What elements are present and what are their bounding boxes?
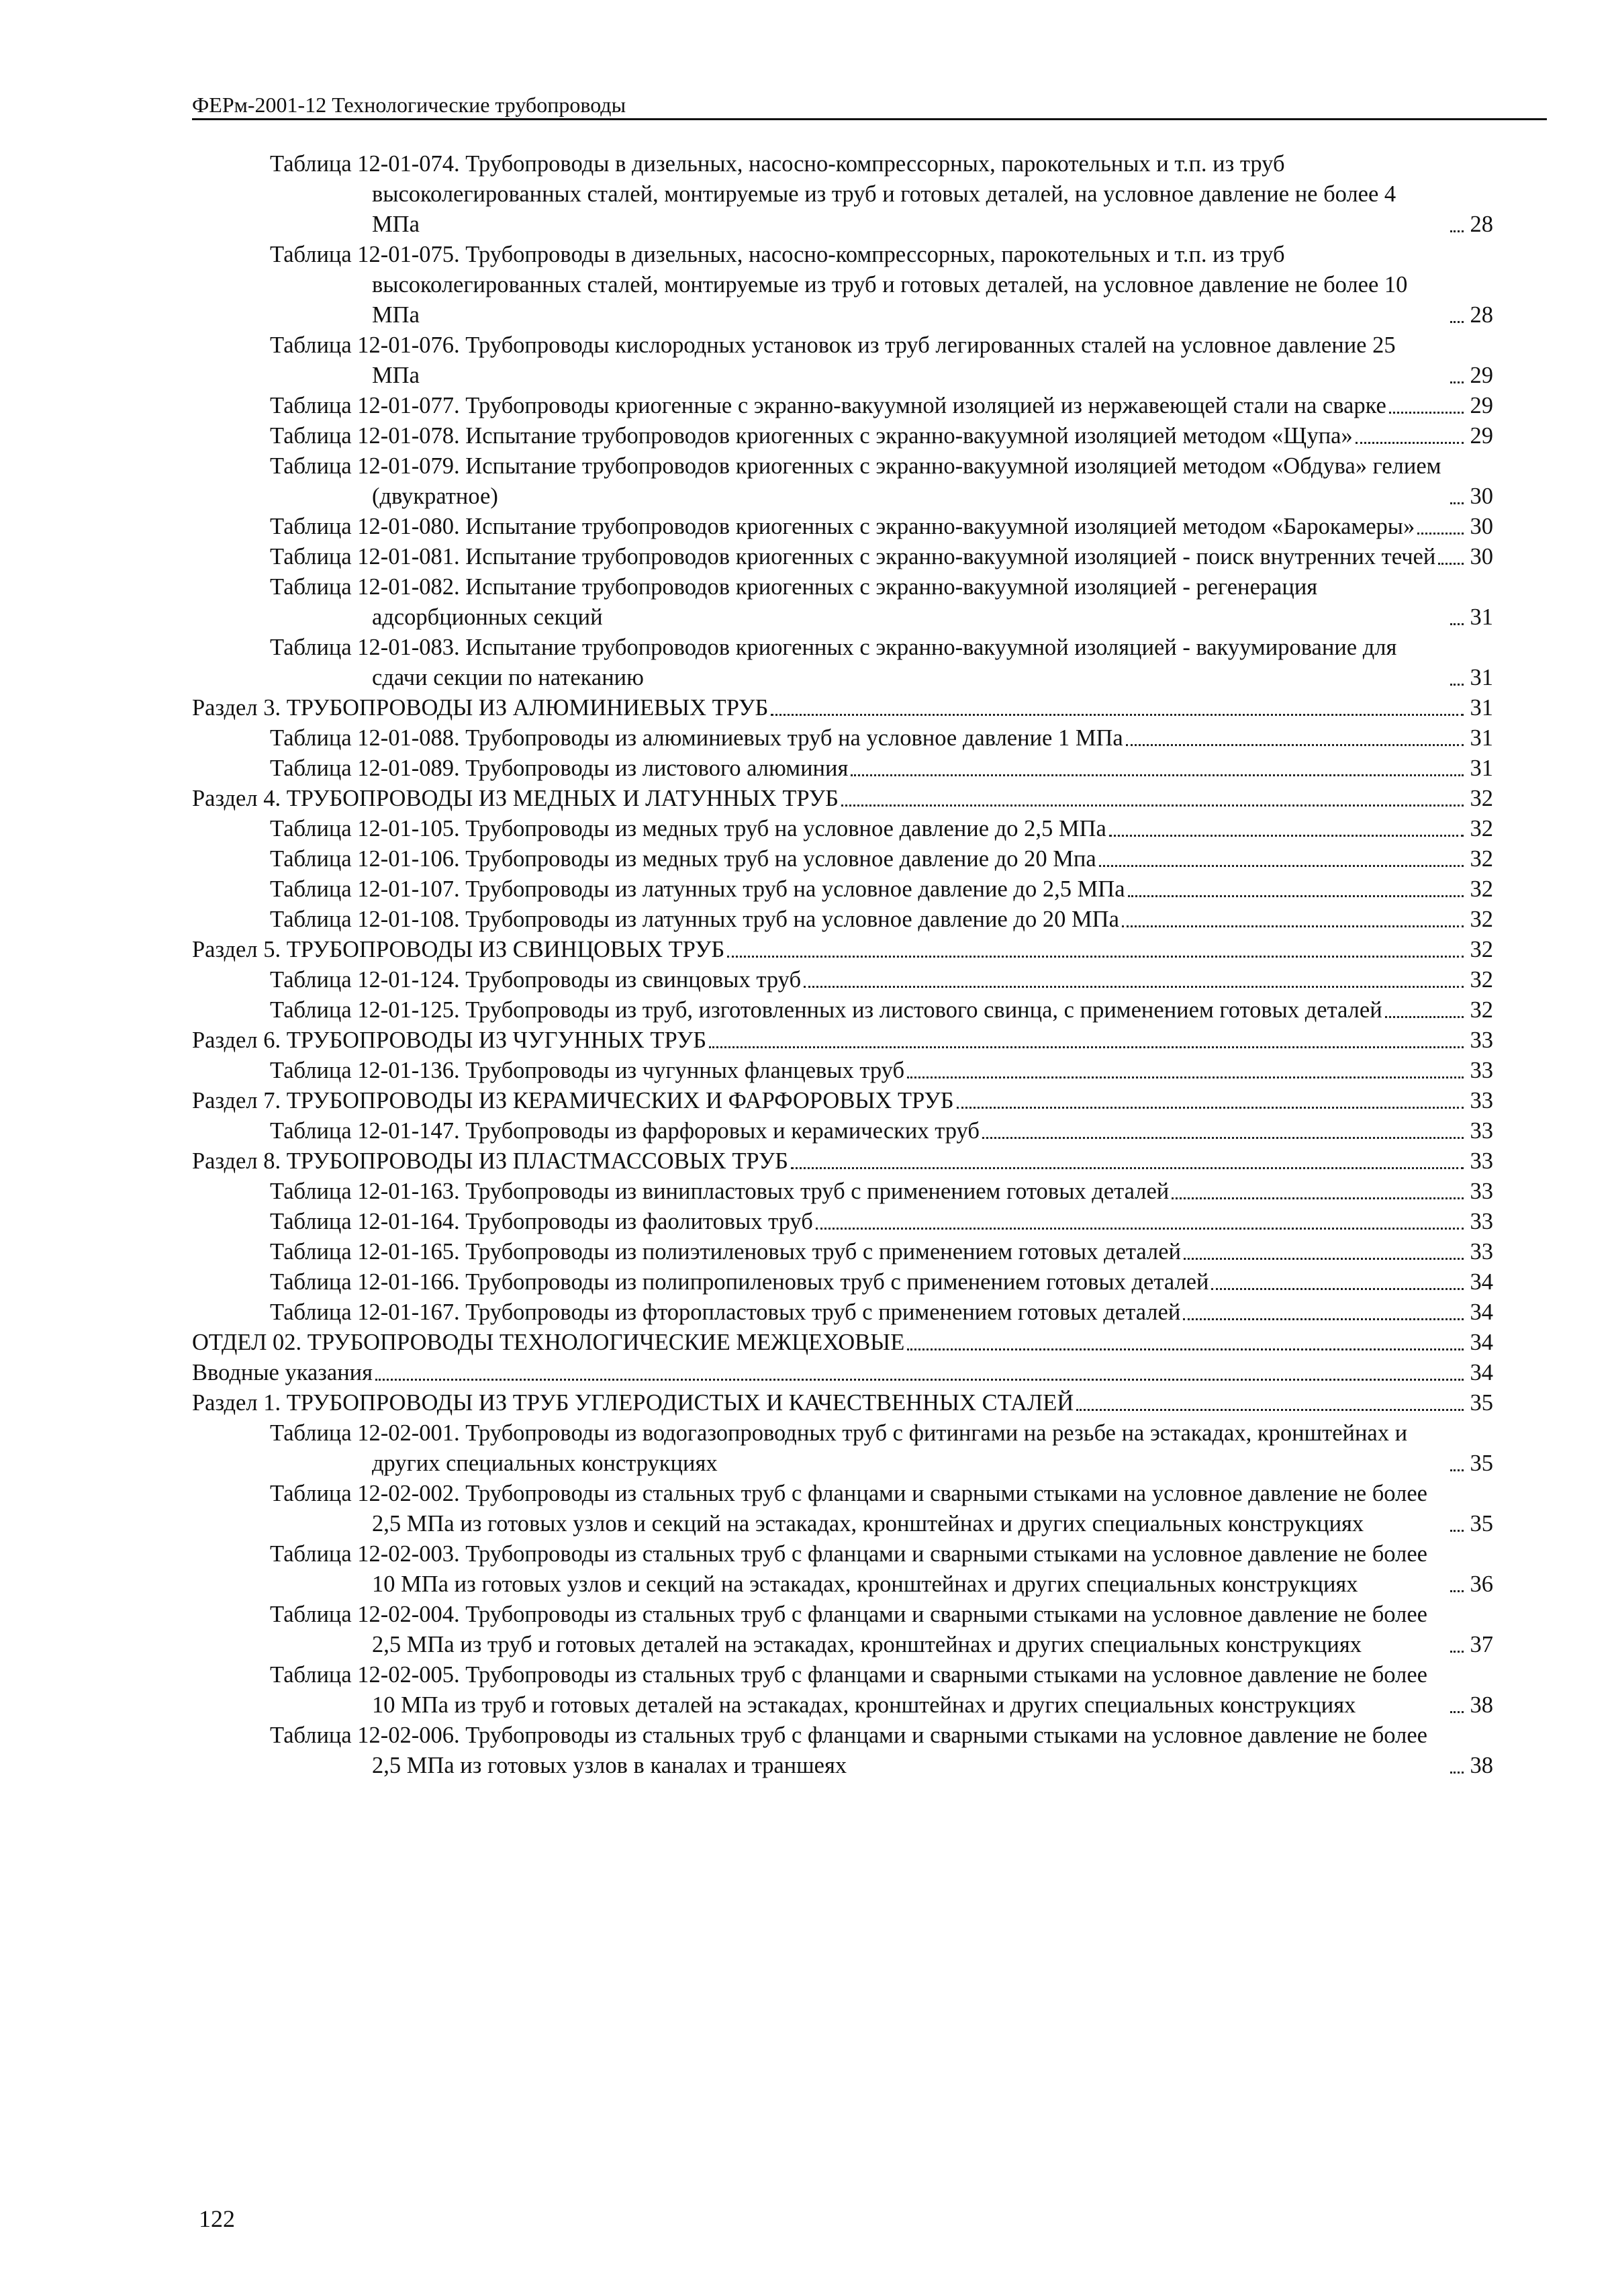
dot-leader bbox=[1450, 1772, 1464, 1774]
toc-entry-page: 28 bbox=[1470, 302, 1493, 328]
toc-entry-label: Раздел 7. ТРУБОПРОВОДЫ ИЗ КЕРАМИЧЕСКИХ И ФАРФОРОВЫХ ТРУБ bbox=[192, 1088, 954, 1113]
toc-entry-page: 34 bbox=[1470, 1330, 1493, 1355]
toc-section-entry bbox=[192, 935, 1493, 965]
toc-entry-page: 32 bbox=[1470, 846, 1493, 872]
toc-entry-label: Таблица 12-01-089. Трубопроводы из листового алюминия bbox=[270, 755, 849, 781]
toc-section-entry bbox=[192, 693, 1493, 723]
toc-entry-page: 35 bbox=[1470, 1511, 1493, 1536]
toc-entry-label: ОТДЕЛ 02. ТРУБОПРОВОДЫ ТЕХНОЛОГИЧЕСКИЕ МЕЖЦЕХОВЫЕ bbox=[192, 1330, 905, 1355]
toc-section-entry bbox=[192, 1086, 1493, 1116]
dot-leader bbox=[841, 805, 1464, 807]
toc-entry-label: Таблица 12-01-074. Трубопроводы в дизельных, насосно-компрессорных, парокотельных и т.п. из труб высоколегированных сталей, монтируемые из труб и готовых деталей, на условное давление не более 4 МПа bbox=[270, 151, 1396, 237]
toc-section-entry bbox=[192, 1146, 1493, 1177]
toc-entry-label: Таблица 12-01-165. Трубопроводы из полиэтиленовых труб с применением готовых деталей bbox=[270, 1239, 1181, 1265]
toc-entry-page: 33 bbox=[1470, 1058, 1493, 1083]
dot-leader bbox=[1099, 865, 1464, 867]
toc-entry-label: Таблица 12-02-001. Трубопроводы из водогазопроводных труб с фитингами на резьбе на эстакадах, кронштейнах и других специальных конструкциях bbox=[270, 1420, 1408, 1476]
toc-entry-page: 30 bbox=[1470, 484, 1493, 509]
toc-entry-page: 35 bbox=[1470, 1390, 1493, 1416]
dot-leader bbox=[1172, 1197, 1464, 1199]
dot-leader bbox=[851, 774, 1464, 776]
toc-entry-label: Таблица 12-01-076. Трубопроводы кислородных установок из труб легированных сталей на условное давление 25 МПа bbox=[270, 332, 1396, 388]
toc-entry-label: Таблица 12-02-006. Трубопроводы из стальных труб с фланцами и сварными стыками на условное давление не более 2,5 МПа из готовых узлов в каналах и траншеях bbox=[270, 1723, 1427, 1778]
toc-table-entry bbox=[192, 149, 1493, 240]
dot-leader bbox=[709, 1046, 1464, 1048]
toc-entry-label: Таблица 12-01-136. Трубопроводы из чугунных фланцевых труб bbox=[270, 1058, 905, 1083]
toc-entry-label: Раздел 3. ТРУБОПРОВОДЫ ИЗ АЛЮМИНИЕВЫХ ТРУБ bbox=[192, 695, 769, 721]
toc-table-entry bbox=[192, 1297, 1493, 1328]
toc-entry-page: 33 bbox=[1470, 1088, 1493, 1113]
toc-entry-page: 33 bbox=[1470, 1118, 1493, 1144]
dot-leader bbox=[375, 1379, 1464, 1381]
toc-entry-label: Таблица 12-02-005. Трубопроводы из стальных труб с фланцами и сварными стыками на условное давление не более 10 МПа из труб и готовых деталей на эстакадах, кронштейнах и других специальных конструкциях bbox=[270, 1662, 1427, 1718]
dot-leader bbox=[1211, 1288, 1464, 1290]
toc-table-entry bbox=[192, 1600, 1493, 1660]
dot-leader bbox=[1450, 1469, 1464, 1471]
toc-entry-page: 32 bbox=[1470, 907, 1493, 932]
toc-table-entry bbox=[192, 814, 1493, 844]
dot-leader bbox=[1450, 623, 1464, 625]
toc-table-entry bbox=[192, 844, 1493, 874]
toc-entry-page: 36 bbox=[1470, 1571, 1493, 1597]
toc-entry-label: Таблица 12-02-003. Трубопроводы из стальных труб с фланцами и сварными стыками на условное давление не более 10 МПа из готовых узлов и секций на эстакадах, кронштейнах и других специальных конструкциях bbox=[270, 1541, 1427, 1597]
toc-entry-page: 29 bbox=[1470, 423, 1493, 449]
toc-table-entry bbox=[192, 391, 1493, 421]
toc-table-entry bbox=[192, 965, 1493, 995]
page-header: ФЕРм-2001-12 Технологические трубопроводы bbox=[192, 91, 1547, 120]
toc-entry-page: 34 bbox=[1470, 1299, 1493, 1325]
page-number: 122 bbox=[199, 2205, 235, 2232]
toc-table-entry bbox=[192, 874, 1493, 905]
toc-entry-page: 31 bbox=[1470, 665, 1493, 690]
dot-leader bbox=[1109, 835, 1464, 837]
toc-table-entry bbox=[192, 1720, 1493, 1781]
dot-leader bbox=[1417, 533, 1464, 535]
toc-table-entry bbox=[192, 1116, 1493, 1146]
dot-leader bbox=[727, 956, 1464, 958]
toc-entry-label: Таблица 12-01-164. Трубопроводы из фаолитовых труб bbox=[270, 1209, 813, 1234]
dot-leader bbox=[1385, 1016, 1464, 1018]
toc-table-entry bbox=[192, 723, 1493, 753]
dot-leader bbox=[1122, 925, 1464, 927]
toc-entry-label: Раздел 5. ТРУБОПРОВОДЫ ИЗ СВИНЦОВЫХ ТРУБ bbox=[192, 937, 725, 962]
dot-leader bbox=[1183, 1318, 1464, 1320]
dot-leader bbox=[804, 986, 1464, 988]
toc-entry-label: Таблица 12-01-125. Трубопроводы из труб, изготовленных из листового свинца, с применением готовых деталей bbox=[270, 997, 1382, 1023]
toc-entry-page: 33 bbox=[1470, 1239, 1493, 1265]
toc-entry-label: Таблица 12-01-081. Испытание трубопроводов криогенных с экранно-вакуумной изоляцией - поиск внутренних течей bbox=[270, 544, 1436, 569]
toc-entry-page: 31 bbox=[1470, 755, 1493, 781]
toc-entry-page: 32 bbox=[1470, 816, 1493, 841]
toc-entry-label: Таблица 12-01-108. Трубопроводы из латунных труб на условное давление до 20 МПа bbox=[270, 907, 1119, 932]
dot-leader bbox=[1450, 1530, 1464, 1532]
toc-table-entry bbox=[192, 905, 1493, 935]
toc-entry-page: 30 bbox=[1470, 514, 1493, 539]
dot-leader bbox=[1356, 442, 1464, 444]
toc-entry-page: 32 bbox=[1470, 786, 1493, 811]
toc-table-entry bbox=[192, 572, 1493, 633]
toc-table-entry bbox=[192, 240, 1493, 330]
toc-entry-page: 37 bbox=[1470, 1632, 1493, 1657]
dot-leader bbox=[957, 1107, 1464, 1109]
toc-entry-label: Вводные указания bbox=[192, 1360, 373, 1385]
dot-leader bbox=[1389, 412, 1464, 414]
toc-entry-label: Таблица 12-01-078. Испытание трубопроводов криогенных с экранно-вакуумной изоляцией методом «Щупа» bbox=[270, 423, 1353, 449]
toc-entry-page: 33 bbox=[1470, 1148, 1493, 1174]
toc-entry-page: 33 bbox=[1470, 1209, 1493, 1234]
toc-entry-page: 29 bbox=[1470, 363, 1493, 388]
table-of-contents bbox=[192, 149, 1493, 1781]
toc-entry-label: Таблица 12-01-083. Испытание трубопроводов криогенных с экранно-вакуумной изоляцией - вакуумирование для сдачи секции по натеканию bbox=[270, 635, 1397, 690]
dot-leader bbox=[982, 1137, 1464, 1139]
toc-entry-page: 32 bbox=[1470, 997, 1493, 1023]
toc-entry-label: Таблица 12-01-075. Трубопроводы в дизельных, насосно-компрессорных, парокотельных и т.п. из труб высоколегированных сталей, монтируемые из труб и готовых деталей, на условное давление не более 10 МПа bbox=[270, 242, 1408, 328]
toc-entry-label: Таблица 12-01-106. Трубопроводы из медных труб на условное давление до 20 Мпа bbox=[270, 846, 1096, 872]
toc-entry-page: 34 bbox=[1470, 1269, 1493, 1295]
toc-entry-label: Таблица 12-01-105. Трубопроводы из медных труб на условное давление до 2,5 МПа bbox=[270, 816, 1106, 841]
toc-section-entry bbox=[192, 784, 1493, 814]
toc-table-entry bbox=[192, 1267, 1493, 1297]
toc-entry-page: 31 bbox=[1470, 695, 1493, 721]
toc-table-entry bbox=[192, 1237, 1493, 1267]
toc-table-entry bbox=[192, 1418, 1493, 1479]
toc-entry-page: 29 bbox=[1470, 393, 1493, 418]
toc-entry-page: 33 bbox=[1470, 1027, 1493, 1053]
toc-entry-page: 30 bbox=[1470, 544, 1493, 569]
toc-table-entry bbox=[192, 1479, 1493, 1539]
toc-entry-label: Раздел 8. ТРУБОПРОВОДЫ ИЗ ПЛАСТМАССОВЫХ ТРУБ bbox=[192, 1148, 788, 1174]
dot-leader bbox=[1450, 321, 1464, 323]
dot-leader bbox=[1450, 684, 1464, 686]
toc-entry-page: 32 bbox=[1470, 937, 1493, 962]
toc-entry-label: Таблица 12-01-167. Трубопроводы из фторопластовых труб с применением готовых деталей bbox=[270, 1299, 1181, 1325]
toc-table-entry bbox=[192, 1660, 1493, 1720]
toc-entry-label: Таблица 12-01-082. Испытание трубопроводов криогенных с экранно-вакуумной изоляцией - регенерация адсорбционных секций bbox=[270, 574, 1318, 630]
toc-entry-label: Таблица 12-01-163. Трубопроводы из винипластовых труб с применением готовых деталей bbox=[270, 1179, 1170, 1204]
toc-entry-page: 38 bbox=[1470, 1753, 1493, 1778]
dot-leader bbox=[791, 1167, 1464, 1169]
toc-table-entry bbox=[192, 542, 1493, 572]
toc-table-entry bbox=[192, 330, 1493, 391]
toc-entry-label: Таблица 12-01-088. Трубопроводы из алюминиевых труб на условное давление 1 МПа bbox=[270, 725, 1123, 751]
dot-leader bbox=[1450, 502, 1464, 504]
toc-table-entry bbox=[192, 421, 1493, 451]
toc-entry-label: Раздел 1. ТРУБОПРОВОДЫ ИЗ ТРУБ УГЛЕРОДИСТЫХ И КАЧЕСТВЕННЫХ СТАЛЕЙ bbox=[192, 1390, 1074, 1416]
toc-entry-label: Таблица 12-01-124. Трубопроводы из свинцовых труб bbox=[270, 967, 802, 993]
dot-leader bbox=[1076, 1409, 1464, 1411]
toc-entry-page: 28 bbox=[1470, 212, 1493, 237]
toc-entry-label: Таблица 12-02-002. Трубопроводы из стальных труб с фланцами и сварными стыками на условное давление не более 2,5 МПа из готовых узлов и секций на эстакадах, кронштейнах и других специальных конструкциях bbox=[270, 1481, 1427, 1536]
dot-leader bbox=[1126, 744, 1464, 746]
dot-leader bbox=[816, 1228, 1464, 1230]
dot-leader bbox=[1450, 1590, 1464, 1592]
toc-section-entry bbox=[192, 1328, 1493, 1358]
toc-table-entry bbox=[192, 451, 1493, 512]
toc-entry-page: 34 bbox=[1470, 1360, 1493, 1385]
toc-table-entry bbox=[192, 995, 1493, 1025]
dot-leader bbox=[1450, 230, 1464, 232]
toc-entry-page: 31 bbox=[1470, 604, 1493, 630]
toc-entry-page: 32 bbox=[1470, 876, 1493, 902]
toc-table-entry bbox=[192, 512, 1493, 542]
dot-leader bbox=[1450, 1711, 1464, 1713]
toc-entry-label: Таблица 12-01-107. Трубопроводы из латунных труб на условное давление до 2,5 МПа bbox=[270, 876, 1125, 902]
toc-table-entry bbox=[192, 1177, 1493, 1207]
toc-entry-label: Таблица 12-01-080. Испытание трубопроводов криогенных с экранно-вакуумной изоляцией методом «Барокамеры» bbox=[270, 514, 1415, 539]
toc-section-entry bbox=[192, 1025, 1493, 1056]
dot-leader bbox=[907, 1348, 1464, 1350]
toc-table-entry bbox=[192, 753, 1493, 784]
toc-section-entry bbox=[192, 1358, 1493, 1388]
toc-entry-label: Таблица 12-01-077. Трубопроводы криогенные с экранно-вакуумной изоляцией из нержавеющей стали на сварке bbox=[270, 393, 1386, 418]
dot-leader bbox=[907, 1076, 1464, 1078]
toc-entry-page: 35 bbox=[1470, 1451, 1493, 1476]
dot-leader bbox=[1450, 381, 1464, 383]
toc-entry-page: 31 bbox=[1470, 725, 1493, 751]
dot-leader bbox=[1128, 895, 1464, 897]
dot-leader bbox=[1450, 1651, 1464, 1653]
toc-entry-page: 33 bbox=[1470, 1179, 1493, 1204]
toc-section-entry bbox=[192, 1388, 1493, 1418]
toc-entry-label: Таблица 12-01-166. Трубопроводы из полипропиленовых труб с применением готовых деталей bbox=[270, 1269, 1209, 1295]
toc-table-entry bbox=[192, 1539, 1493, 1600]
toc-entry-label: Таблица 12-01-147. Трубопроводы из фарфоровых и керамических труб bbox=[270, 1118, 980, 1144]
toc-entry-label: Таблица 12-01-079. Испытание трубопроводов криогенных с экранно-вакуумной изоляцией методом «Обдува» гелием (двукратное) bbox=[270, 453, 1441, 509]
toc-entry-page: 38 bbox=[1470, 1692, 1493, 1718]
dot-leader bbox=[771, 714, 1464, 716]
toc-table-entry bbox=[192, 1207, 1493, 1237]
toc-table-entry bbox=[192, 633, 1493, 693]
toc-entry-page: 32 bbox=[1470, 967, 1493, 993]
dot-leader bbox=[1438, 563, 1464, 565]
toc-entry-label: Таблица 12-02-004. Трубопроводы из стальных труб с фланцами и сварными стыками на условное давление не более 2,5 МПа из труб и готовых деталей на эстакадах, кронштейнах и других специальных конструкциях bbox=[270, 1602, 1427, 1657]
toc-entry-label: Раздел 4. ТРУБОПРОВОДЫ ИЗ МЕДНЫХ И ЛАТУННЫХ ТРУБ bbox=[192, 786, 839, 811]
toc-table-entry bbox=[192, 1056, 1493, 1086]
dot-leader bbox=[1184, 1258, 1464, 1260]
toc-entry-label: Раздел 6. ТРУБОПРОВОДЫ ИЗ ЧУГУННЫХ ТРУБ bbox=[192, 1027, 707, 1053]
